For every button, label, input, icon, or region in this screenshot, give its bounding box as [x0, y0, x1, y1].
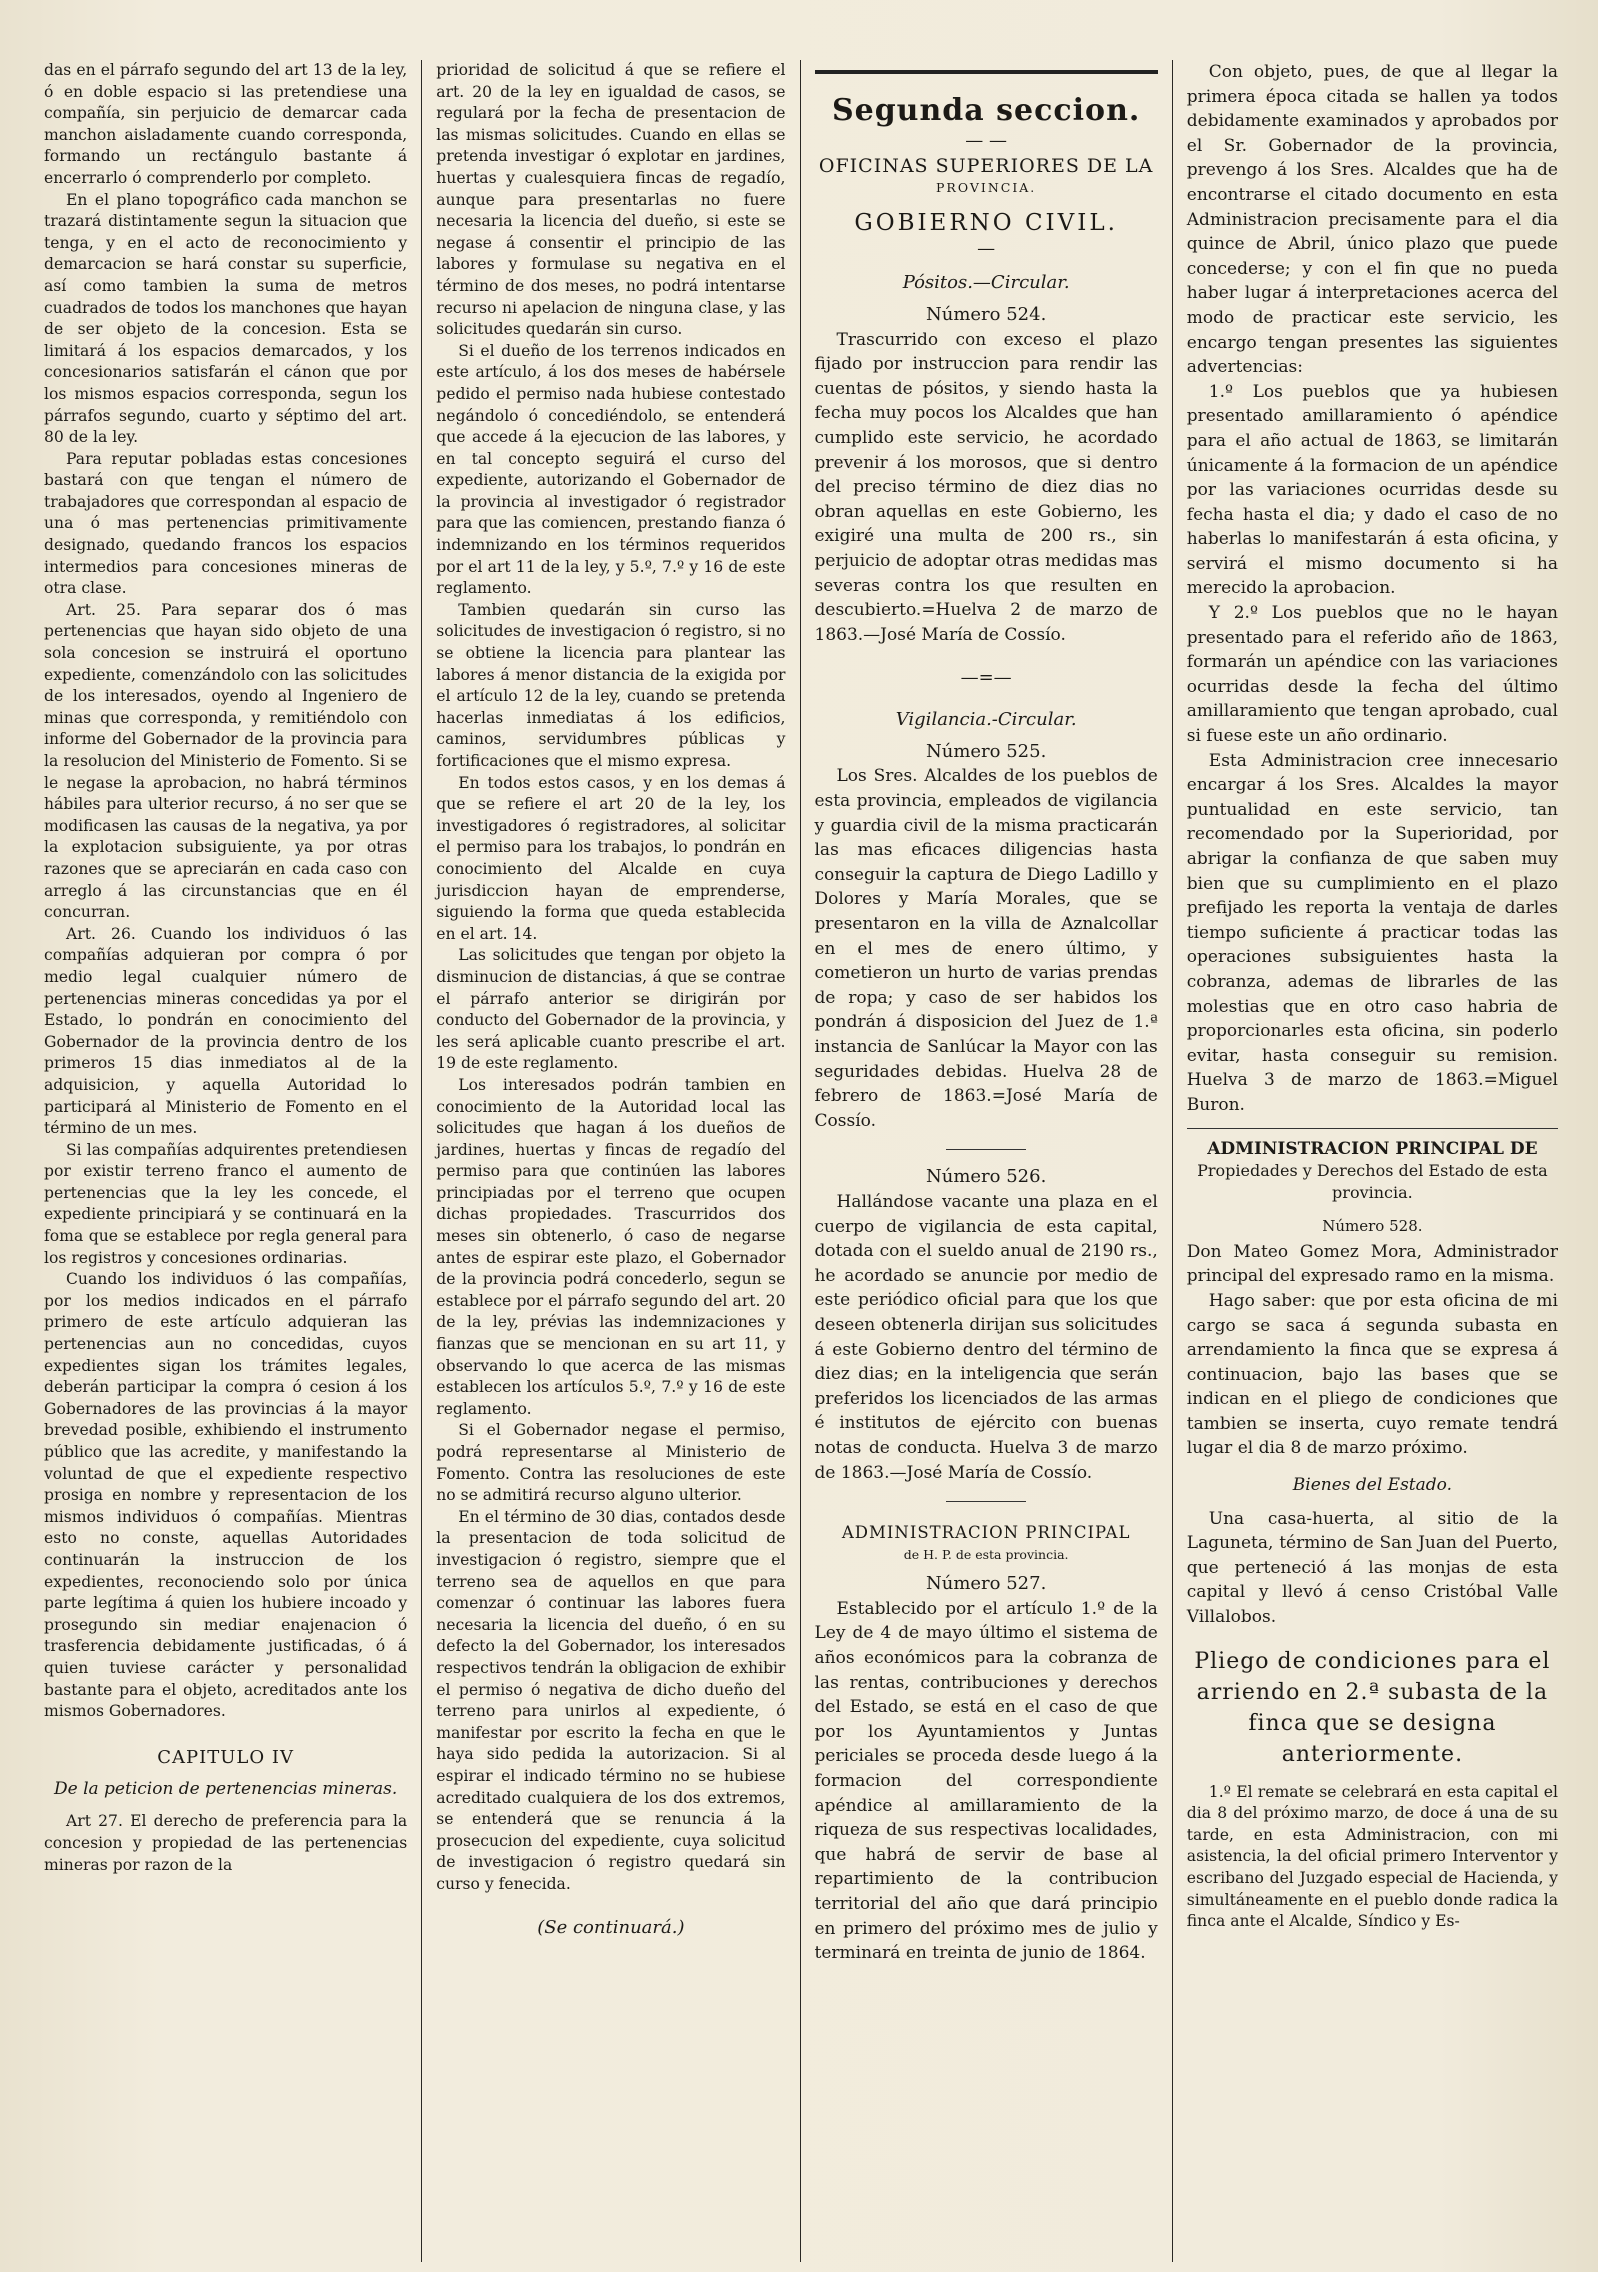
column-1: [30, 60, 421, 2262]
paragraph: Si el Gobernador negase el permiso, podrá representarse al Ministerio de Fomento. Contra las resoluciones de este no se admitirá recurso alguno ulterior.: [436, 1421, 786, 1505]
divider: —=—: [960, 667, 1012, 689]
paragraph: Con objeto, pues, de que al llegar la primera época citada se hallen ya todos debidamente examinados y aprobados por el Sr. Gobernador de la provincia, prevengo á los Sres. Alcaldes que ha de encontrarse el citado documento en esta Administracion precisamente para el dia quince de Abril, único plazo que puede concederse; y con el fin que no pueda haber lugar á interpretaciones acerca del modo de practicar este servicio, les encargo tengan presentes las siguientes advertencias:: [1186, 62, 1558, 378]
paragraph: En el plano topográfico cada manchon se trazará distintamente segun la situacion que tenga, y en el acto de reconocimiento y demarcacion se hará constar su superficie, así como tambien la suma de metros cuadrados de todos los manchones que hayan de ser objeto de la concesion. Esta se limitará á los espacios demarcados, y los concesionarios satisfarán el cánon que por los mismos espacios corresponda, segun los párrafos segundo, cuarto y séptimo del art. 80 de la ley.: [44, 190, 408, 447]
paragraph: Las solicitudes que tengan por objeto la disminucion de distancias, á que se contrae el párrafo anterior se dirigirán por conducto del Gobernador de la provincia, y les será aplicable cuanto prescribe el art. 19 de este reglamento.: [436, 946, 786, 1073]
paragraph: En todos estos casos, y en los demas á que se refiere el art 20 de la ley, los investigadores ó registradores, al solicitar el permiso para los trabajos, lo pondrán en conocimiento del Alcalde en cuya jurisdiccion hayan de emprenderse, siguiendo la forma que queda establecida en el art. 14.: [436, 773, 786, 943]
continued-note: (Se continuará.): [537, 1917, 685, 1939]
administration-subheading: Propiedades y Derechos del Estado de esta provincia.: [1197, 1161, 1548, 1203]
section-title: Segunda seccion.: [831, 93, 1141, 128]
paragraph: Cuando los individuos ó las compañías, por los medios indicados en el párrafo primero de este artículo adquieran las pertenencias aun no concedidas, cuyos expedientes sigan los trámites legales, deberán participar la compra ó cesion á los Gobernadores de las provincias á la mayor brevedad posible, exhibiendo el instrumento público que las acredite, y manifestando la voluntad de que el expediente respectivo prosiga en nombre y representacion de los mismos individuos ó compañías. Mientras esto no conste, aquellas Autoridades continuarán la instruccion de los expedientes, reconociendo solo por única parte legítima á quien los hubiere incoado y prosegundo sin mediar enajenacion ó trasferencia debidamente justificadas, ó á quien tuviese carácter y personalidad bastante para el objeto, acreditados ante los mismos Gobernadores.: [44, 1270, 408, 1721]
paragraph: das en el párrafo segundo del art 13 de la ley, ó en doble espacio si las pretendiese una compañía, sin perjuicio de demarcar cada manchon aisladamente cuando corresponda, formando un rectángulo bastante á encerrarlo ó comprenderlo por completo.: [44, 61, 408, 187]
paragraph: Tambien quedarán sin curso las solicitudes de investigacion ó registro, si no se obtiene la licencia para plantear las labores á menor distancia de la exigida por el artículo 12 de la ley, cuando se pretenda hacerlas inmediatas á los edificios, caminos, servidumbres públicas y fortificaciones que el mismo expresa.: [436, 600, 786, 770]
paragraph: Si las compañías adquirentes pretendiesen por existir terreno franco el aumento de pertenencias que la ley les concede, el expediente principiará y se continuará en la foma que se establece por regla general para los registros y concesiones ordinarias.: [44, 1140, 408, 1267]
column-2: [422, 60, 799, 2262]
administration-subheading: de H. P. de esta provincia.: [903, 1546, 1069, 1562]
administration-heading: ADMINISTRACION PRINCIPAL DE: [1207, 1138, 1538, 1159]
paragraph: Art. 25. Para separar dos ó mas pertenencias que hayan sido objeto de una sola concesion se instruirá el oportuno expediente, comenzándolo con las solicitudes de los interesados, oyendo al Ingeniero de minas que corresponda, y remitiéndolo con informe del Gobernador de la provincia para la resolucion del Ministerio de Fomento. Si se le negase la aprobacion, no habrá términos hábiles para ulterior recurso, á no ser que se modificasen las causas de la negativa, ya por la explotacion subsiguiente, ya por otras razones que se apreciarán en cada caso con arreglo á las circunstancias que en él concurran.: [44, 600, 408, 922]
paragraph: Los Sres. Alcaldes de los pueblos de esta provincia, empleados de vigilancia y guardia civil de la misma practicarán las mas eficaces diligencias hasta conseguir la captura de Diego Ladillo y Dolores y María Morales, que se presentaron en la villa de Aznalcollar en el mes de enero último, y cometieron un hurto de varias prendas de ropa; y caso de ser habidos los pondrán á disposicion del Juez de 1.ª instancia de Sanlúcar la Mayor con las seguridades debidas. Huelva 28 de febrero de 1863.=José María de Cossío.: [814, 766, 1158, 1131]
notice-number: Número 525.: [925, 740, 1047, 762]
paragraph: Art 27. El derecho de preferencia para la concesion y propiedad de las pertenencias mineras por razon de la: [44, 1812, 408, 1874]
paragraph: 1.º Los pueblos que ya hubiesen presentado amillaramiento ó apéndice para el año actual de 1863, se limitarán únicamente á la formacion de un apéndice por las variaciones ocurridas desde su fecha hasta el dia; y dado el caso de no haberlas lo manifestarán á esta oficina, y servirá el mismo documento si ha merecido la aprobacion.: [1186, 381, 1558, 599]
conditions-heading: Pliego de condiciones para el arriendo en 2.ª subasta de la finca que se designa anteriormente.: [1194, 1648, 1551, 1767]
gobierno-heading: GOBIERNO CIVIL.: [854, 209, 1118, 236]
column-3: [801, 60, 1172, 2262]
notice-number: Número 528.: [1322, 1217, 1423, 1236]
administration-heading: ADMINISTRACION PRINCIPAL: [841, 1523, 1131, 1543]
paragraph: Una casa-huerta, al sitio de la Laguneta, término de San Juan del Puerto, que perteneció á las monjas de esta capital y llevó á censo Cristóbal Valle Villalobos.: [1186, 1508, 1558, 1628]
subsection-heading: Bienes del Estado.: [1292, 1475, 1452, 1496]
paragraph: Trascurrido con exceso el plazo fijado por instruccion para rendir las cuentas de pósitos, y siendo hasta la fecha muy pocos los Alcaldes que han cumplido este servicio, he acordado prevenir á los morosos, que si dentro del preciso término de diez dias no obran aquellas en este Gobierno, les exigiré una multa de 200 rs., sin perjuicio de adoptar otras medidas mas severas contra los que resulten en descubierto.=Huelva 2 de marzo de 1863.—José María de Cossío.: [814, 329, 1158, 645]
chapter-subtitle: De la peticion de pertenencias mineras.: [53, 1779, 398, 1800]
paragraph: Hago saber: que por esta oficina de mi cargo se saca á segunda subasta en arrendamiento la finca que se expresa á continuacion, bajo las bases que se indican en el pliego de condiciones que tambien se inserta, cuyo remate tendrá lugar el dia 8 de marzo próximo.: [1186, 1290, 1558, 1459]
subsection-heading: Pósitos.—Circular.: [902, 272, 1070, 294]
paragraph: Art. 26. Cuando los individuos ó las compañías adquieran por compra ó por medio legal cualquier número de pertenencias mineras concedidas ya por el Estado, lo pondrán en conocimiento del Gobernador de la provincia dentro de los primeros 15 dias inmediatos al de la adquisicion, y aquella Autoridad lo participará al Ministerio de Fomento en el término de un mes.: [44, 924, 408, 1138]
paragraph: prioridad de solicitud á que se refiere el art. 20 de la ley en igualdad de casos, se regulará por la fecha de presentacion de las mismas solicitudes. Cuando en ellas se pretenda investigar ó explotar en jardines, huertas y cualesquiera fincas de regadío, aunque para presentarlas no fuere necesaria la licencia del dueño, si este se negase á consentir el principio de las labores y formulase su negativa en el término de dos meses, no podrá intentarse recurso ni apelacion de ninguna clase, y las solicitudes quedarán sin curso.: [436, 61, 786, 339]
paragraph: Si el dueño de los terrenos indicados en este artículo, á los dos meses de habérsele pedido el permiso nada hubiese contestado negándolo ó concediéndolo, se entenderá que accede á la ejecucion de las labores, y en tal concepto seguirá el curso del expediente, autorizando el Gobernador de la provincia al investigador ó registrador para que las comiencen, prestando fianza ó indemnizando en los términos requeridos por el art 11 de la ley, y 5.º, 7.º y 16 de este reglamento.: [436, 341, 786, 598]
divider: [946, 1149, 1026, 1150]
divider: — —: [965, 129, 1007, 151]
subsection-heading: Vigilancia.-Circular.: [895, 709, 1077, 731]
paragraph: Establecido por el artículo 1.º de la Ley de 4 de mayo último el sistema de años económicos para la cobranza de las rentas, contribuciones y derechos del Estado, se está en el caso de que por los Ayuntamientos y Juntas periciales se proceda desde luego á la formacion del correspondiente apéndice al amillaramiento de la riqueza de sus respectivas localidades, que habrá de servir de base al repartimiento de la contribucion territorial del año que dará principio en primero del próximo mes de julio y terminará en treinta de junio de 1864.: [814, 1598, 1158, 1964]
notice-number: Número 526.: [925, 1166, 1047, 1188]
paragraph: Don Mateo Gomez Mora, Administrador principal del expresado ramo en la misma.: [1186, 1241, 1558, 1287]
paragraph: 1.º El remate se celebrará en esta capital el dia 8 del próximo marzo, de doce á una de su tarde, en esta Administracion, con mi asistencia, la del oficial primero Interventor y escribano del Juzgado especial de Hacienda, y simultáneamente en el pueblo donde radica la finca ante el Alcalde, Síndico y Es-: [1186, 1782, 1558, 1931]
paragraph: Para reputar pobladas estas concesiones bastará con que tengan el número de trabajadores que correspondan al espacio de una ó mas pertenencias primitivamente designado, quedando francos los espacios intermedios para concesiones mineras de otra clase.: [44, 449, 408, 598]
divider: [946, 1501, 1026, 1502]
columns: [30, 60, 1572, 2262]
paragraph: En el término de 30 dias, contados desde la presentacion de toda solicitud de investigacion ó registro, siempre que el terreno sea de aquellos en que para comenzar ó continuar las labores fuera necesaria la licencia del dueño, ó en su defecto la del Gobernador, los interesados respectivos tendrán la obligacion de exhibir el permiso ó negativa de dicho dueño del terreno para unirlos al expediente, ó manifestar por escrito la fecha en que le haya sido pedida la autorizacion. Si al espirar el indicado término no se hubiese acreditado cualquiera de los dos extremos, se entenderá que se renuncia á la prosecucion del expediente, cuya solicitud de investigacion ó registro quedará sin curso y fenecida.: [436, 1507, 786, 1893]
notice-number: Número 524.: [925, 303, 1047, 325]
offices-subheading: PROVINCIA.: [936, 180, 1037, 196]
paragraph: Esta Administracion cree innecesario encargar á los Sres. Alcaldes la mayor puntualidad en este servicio, tan recomendado por la Superioridad, por abrigar la confianza de que saben muy bien que su cumplimiento en el plazo prefijado les reporta la ventaja de darles tiempo suficiente á practicar todas las operaciones subsiguientes hasta la cobranza, ademas de librarles de las molestias que en otro caso habria de proporcionarles esta oficina, sin poderlo evitar, hasta conseguir su remision. Huelva 3 de marzo de 1863.=Miguel Buron.: [1186, 750, 1558, 1115]
divider: [1187, 1128, 1558, 1129]
paragraph: Y 2.º Los pueblos que no le hayan presentado para el referido año de 1863, formarán un apéndice con las variaciones ocurridas desde la fecha del último amillaramiento que tengan aprobado, cual si fuese este un año ordinario.: [1186, 603, 1558, 747]
divider: —: [977, 238, 996, 260]
notice-number: Número 527.: [925, 1573, 1047, 1595]
chapter-heading: CAPITULO IV: [157, 1746, 294, 1768]
paragraph: Los interesados podrán tambien en conocimiento de la Autoridad local las solicitudes que hagan á los dueños de jardines, huertas y fincas de regadío del permiso para que continúen las labores principiadas por el terreno que ocupen dichas propiedades. Trascurridos dos meses sin obtenerlo, ó caso de negarse antes de espirar este plazo, el Gobernador de la provincia podrá concederlo, segun se establece por el párrafo segundo del art. 20 de la ley, prévias las indemnizaciones y fianzas que se mencionan en su art 11, y observando lo que acerca de las mismas establecen los artículos 5.º, 7.º y 16 de este reglamento.: [436, 1075, 786, 1418]
column-4: [1173, 60, 1572, 2262]
section-rule: [815, 70, 1158, 74]
paragraph: Hallándose vacante una plaza en el cuerpo de vigilancia de esta capital, dotada con el sueldo anual de 2190 rs., he acordado se anuncie por medio de este periódico oficial para que los que deseen obtenerla dirijan sus solicitudes á este Gobierno dentro del término de diez dias; en la inteligencia que serán preferidos los licenciados de las armas é institutos de ejército con buenas notas de conducta. Huelva 3 de marzo de 1863.—José María de Cossío.: [814, 1191, 1158, 1483]
offices-heading: OFICINAS SUPERIORES DE LA: [818, 154, 1154, 177]
